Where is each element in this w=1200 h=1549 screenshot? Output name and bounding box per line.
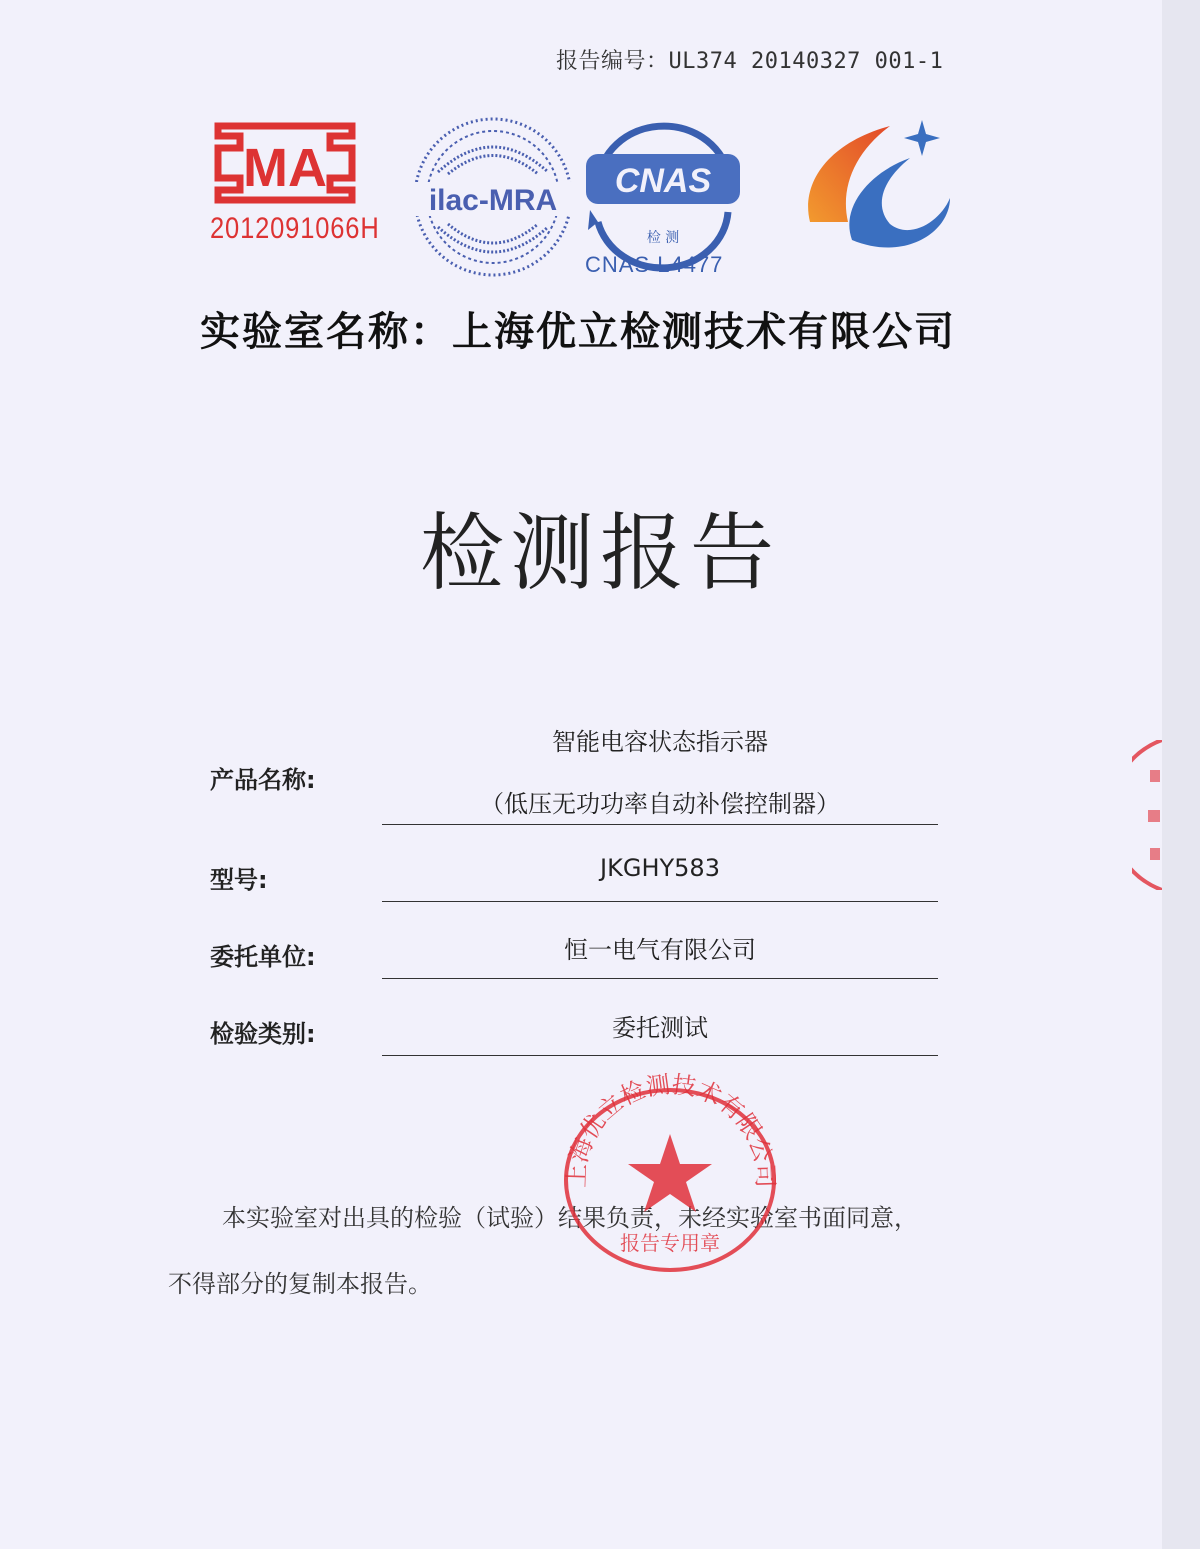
- cnas-sub: 检 测: [646, 230, 680, 246]
- cnas-number: CNAS L4477: [585, 252, 724, 277]
- partial-seal-edge: [1132, 740, 1162, 890]
- cma-letters: MA: [243, 138, 327, 198]
- product-name-label: 产品名称:: [210, 766, 316, 794]
- scan-margin: [1162, 0, 1200, 1549]
- company-brand-logo: [800, 112, 980, 252]
- inspection-type-value: 委托测试: [612, 1014, 708, 1042]
- lab-name: 实验室名称：上海优立检测技术有限公司: [200, 309, 956, 355]
- seal-text: 上海优立检测技术有限公司: [562, 1072, 780, 1189]
- client-value: 恒一电气有限公司: [564, 936, 756, 964]
- model-underline: [382, 901, 938, 902]
- disclaimer-line2: 不得部分的复制本报告。: [168, 1270, 432, 1298]
- inspection-type-underline: [382, 1055, 938, 1056]
- product-name-value-line1: 智能电容状态指示器: [552, 728, 768, 756]
- ilac-text: ilac-MRA: [428, 184, 558, 217]
- cnas-text: CNAS: [614, 162, 712, 200]
- client-label: 委托单位:: [210, 943, 316, 971]
- seal-subtext: 报告专用章: [620, 1231, 720, 1255]
- cma-number: 2012091066H: [210, 212, 380, 245]
- product-name-underline: [382, 824, 938, 825]
- page-title: 检测报告: [420, 504, 781, 602]
- inspection-type-label: 检验类别:: [210, 1020, 316, 1048]
- model-value: JKGHY583: [600, 854, 720, 882]
- ilac-mra-logo: [408, 112, 578, 282]
- report-number: 报告编号：UL374 20140327 001-1: [556, 49, 944, 74]
- disclaimer-line1: 本实验室对出具的检验（试验）结果负责，未经实验室书面同意，: [222, 1204, 918, 1232]
- model-label: 型号:: [210, 866, 268, 894]
- client-underline: [382, 978, 938, 979]
- product-name-value-line2: （低压无功功率自动补偿控制器）: [480, 790, 840, 818]
- official-seal-stamp: [556, 1072, 784, 1272]
